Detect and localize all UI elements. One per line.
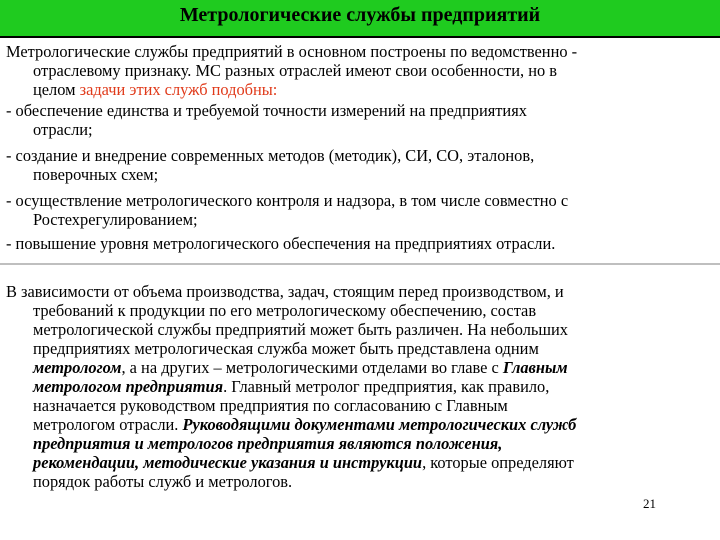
page-number: 21 (643, 496, 656, 511)
bullet-3: - осуществление метрологического контроля и надзора, в том числе совместно с (6, 191, 569, 210)
body-line-2: требований к продукции по его метрологическому обеспечению, состав (33, 301, 537, 320)
body-line-10-text: , которые определяют (422, 453, 574, 472)
page-title: Метрологические службы предприятий (179, 4, 541, 26)
body-line-5 (33, 358, 568, 377)
bullet-3-cont: Ростехрегулированием; (33, 210, 198, 229)
highlighted-phrase: задачи этих служб подобны: (79, 80, 278, 99)
body-line-4: предприятиях метрологическая служба может быть представлена одним (33, 339, 539, 358)
body-line-3: метрологической службы предприятий может быть различен. На небольших (33, 320, 568, 339)
title-rule (0, 36, 720, 38)
bullet-1-cont: отрасли; (33, 120, 93, 139)
body-line-7: назначается руководством предприятия по согласованию с Главным (33, 396, 508, 415)
body-line-8 (33, 415, 576, 434)
emph-chief-metrologist: метрологом предприятия (33, 377, 224, 396)
intro-plain: целом (33, 80, 80, 99)
body-line-1: В зависимости от объема производства, задач, стоящим перед производством, и (6, 282, 564, 301)
body-line-11: порядок работы служб и метрологов. (33, 472, 293, 491)
bullet-2: - создание и внедрение современных методов (методик), СИ, СО, эталонов, (6, 146, 535, 165)
emph-guiding-docs-2: предприятия и метрологов предприятия являются положения, (33, 434, 503, 453)
bullet-1: - обеспечение единства и требуемой точности измерений на предприятиях (6, 101, 527, 120)
emph-chief: Главным (502, 358, 568, 377)
intro-line-1: Метрологические службы предприятий в основном построены по ведомственно - (6, 42, 578, 61)
body-line-10 (33, 453, 574, 472)
bullet-4: - повышение уровня метрологического обеспечения на предприятиях отрасли. (6, 234, 556, 253)
intro-line-3 (33, 80, 277, 99)
bullet-2-cont: поверочных схем; (33, 165, 159, 184)
emph-metrologist: метрологом (33, 358, 122, 377)
body-line-9 (33, 434, 502, 453)
section-divider (0, 263, 720, 265)
emph-guiding-docs-3: рекомендации, методические указания и инструкции (33, 453, 423, 472)
intro-line-2: отраслевому признаку. МС разных отраслей имеют свои особенности, но в (33, 61, 557, 80)
body-line-6-text: . Главный метролог предприятия, как правило, (223, 377, 550, 396)
emph-guiding-docs: Руководящими документами метрологических служб (182, 415, 577, 434)
body-line-6 (33, 377, 549, 396)
body-line-5-text: , а на других – метрологическими отделами во главе с (121, 358, 503, 377)
body-line-8-text: метрологом отрасли. (33, 415, 183, 434)
